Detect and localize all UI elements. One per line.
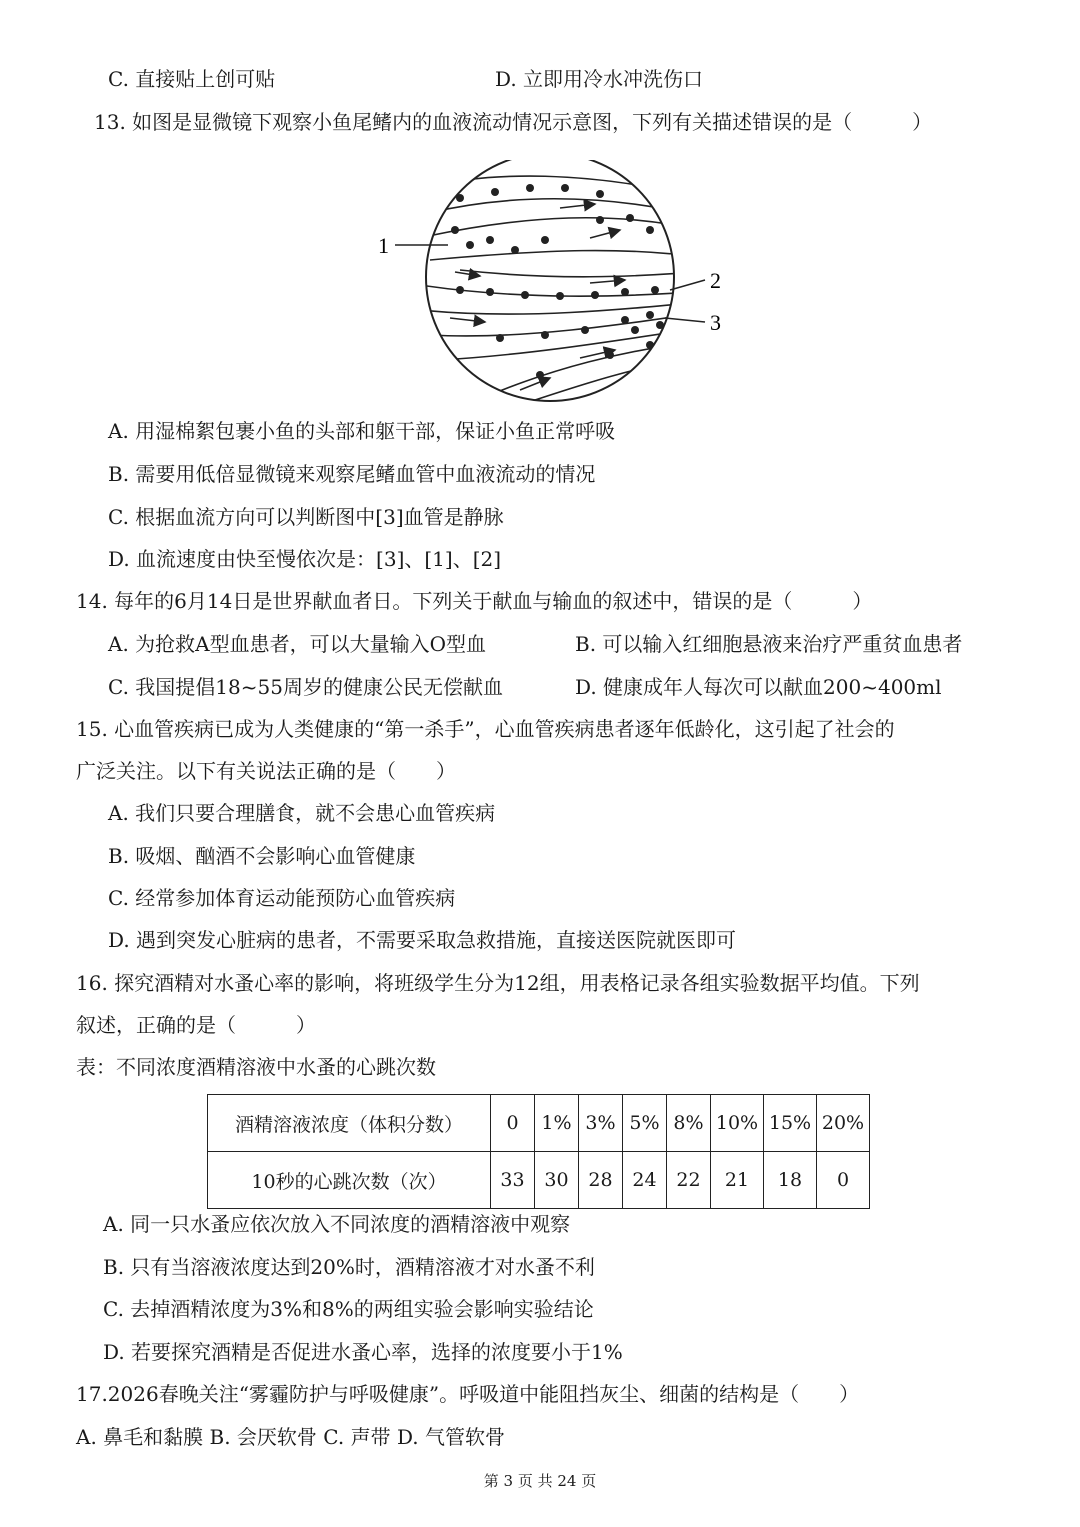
figure-label-2: 2 — [710, 268, 721, 293]
q14-option-d: D. 健康成年人每次可以献血200~400ml — [575, 675, 942, 699]
table-row — [208, 1095, 870, 1152]
q14-option-b: B. 可以输入红细胞悬液来治疗严重贫血患者 — [575, 632, 963, 656]
table-cell: 0 — [491, 1095, 535, 1152]
q15-option-d: D. 遇到突发心脏病的患者，不需要采取急救措施，直接送医院就医即可 — [108, 928, 737, 952]
table-row-header: 10秒的心跳次数（次） — [208, 1152, 491, 1209]
table-cell: 18 — [764, 1152, 817, 1209]
table-cell: 15% — [764, 1095, 817, 1152]
q15-option-a: A. 我们只要合理膳食，就不会患心血管疾病 — [108, 801, 496, 825]
table-cell: 21 — [711, 1152, 764, 1209]
q16-option-a: A. 同一只水蚤应依次放入不同浓度的酒精溶液中观察 — [103, 1212, 571, 1236]
table-cell: 33 — [491, 1152, 535, 1209]
q16-option-d: D. 若要探究酒精是否促进水蚤心率，选择的浓度要小于1% — [103, 1340, 623, 1364]
q16-table-caption: 表：不同浓度酒精溶液中水蚤的心跳次数 — [76, 1055, 436, 1079]
table-cell: 0 — [817, 1152, 870, 1209]
q13-stem: 13. 如图是显微镜下观察小鱼尾鳍内的血液流动情况示意图，下列有关描述错误的是（ ） — [94, 110, 933, 134]
q12-option-c: C. 直接贴上创可贴 — [108, 67, 276, 91]
q15-stem-line1: 15. 心血管疾病已成为人类健康的“第一杀手”，心血管疾病患者逐年低龄化，这引起了社会的 — [76, 717, 895, 741]
q14-option-c: C. 我国提倡18~55周岁的健康公民无偿献血 — [108, 675, 503, 699]
table-row — [208, 1152, 870, 1209]
table-cell: 22 — [667, 1152, 711, 1209]
blood-flow-diagram — [370, 160, 730, 405]
table-cell: 10% — [711, 1095, 764, 1152]
table-row-header: 酒精溶液浓度（体积分数） — [208, 1095, 491, 1152]
q16-stem-line1: 16. 探究酒精对水蚤心率的影响，将班级学生分为12组，用表格记录各组实验数据平均值。下列 — [76, 971, 920, 995]
q15-option-c: C. 经常参加体育运动能预防心血管疾病 — [108, 886, 456, 910]
q14-option-a: A. 为抢救A型血患者，可以大量输入O型血 — [108, 632, 486, 656]
q16-stem-line2: 叙述，正确的是（ ） — [76, 1013, 316, 1037]
q16-option-c: C. 去掉酒精浓度为3%和8%的两组实验会影响实验结论 — [103, 1297, 594, 1321]
table-cell: 3% — [579, 1095, 623, 1152]
table-cell: 5% — [623, 1095, 667, 1152]
page-number: 第 3 页 共 24 页 — [483, 1472, 597, 1490]
q17-options: A. 鼻毛和黏膜 B. 会厌软骨 C. 声带 D. 气管软骨 — [76, 1425, 505, 1449]
table-cell: 20% — [817, 1095, 870, 1152]
q16-option-b: B. 只有当溶液浓度达到20%时，酒精溶液才对水蚤不利 — [103, 1255, 595, 1279]
q15-stem-line2: 广泛关注。以下有关说法正确的是（ ） — [76, 759, 456, 783]
table-cell: 8% — [667, 1095, 711, 1152]
figure-label-3: 3 — [710, 310, 721, 335]
q13-option-b: B. 需要用低倍显微镜来观察尾鳍血管中血液流动的情况 — [108, 462, 596, 486]
table-cell: 30 — [535, 1152, 579, 1209]
q13-option-a: A. 用湿棉絮包裹小鱼的头部和躯干部，保证小鱼正常呼吸 — [108, 419, 616, 443]
heartbeat-table — [207, 1094, 870, 1209]
table-cell: 24 — [623, 1152, 667, 1209]
q17-stem: 17.2026春晚关注“雾霾防护与呼吸健康”。呼吸道中能阻挡灰尘、细菌的结构是（ ） — [76, 1382, 860, 1406]
q12-option-d: D. 立即用冷水冲洗伤口 — [495, 67, 704, 91]
figure-label-1: 1 — [378, 233, 389, 258]
table-cell: 28 — [579, 1152, 623, 1209]
q15-option-b: B. 吸烟、酗酒不会影响心血管健康 — [108, 844, 416, 868]
q13-option-d: D. 血流速度由快至慢依次是：[3]、[1]、[2] — [108, 547, 502, 571]
table-cell: 1% — [535, 1095, 579, 1152]
q14-stem: 14. 每年的6月14日是世界献血者日。下列关于献血与输血的叙述中，错误的是（ ） — [76, 589, 873, 613]
q13-option-c: C. 根据血流方向可以判断图中[3]血管是静脉 — [108, 505, 504, 529]
